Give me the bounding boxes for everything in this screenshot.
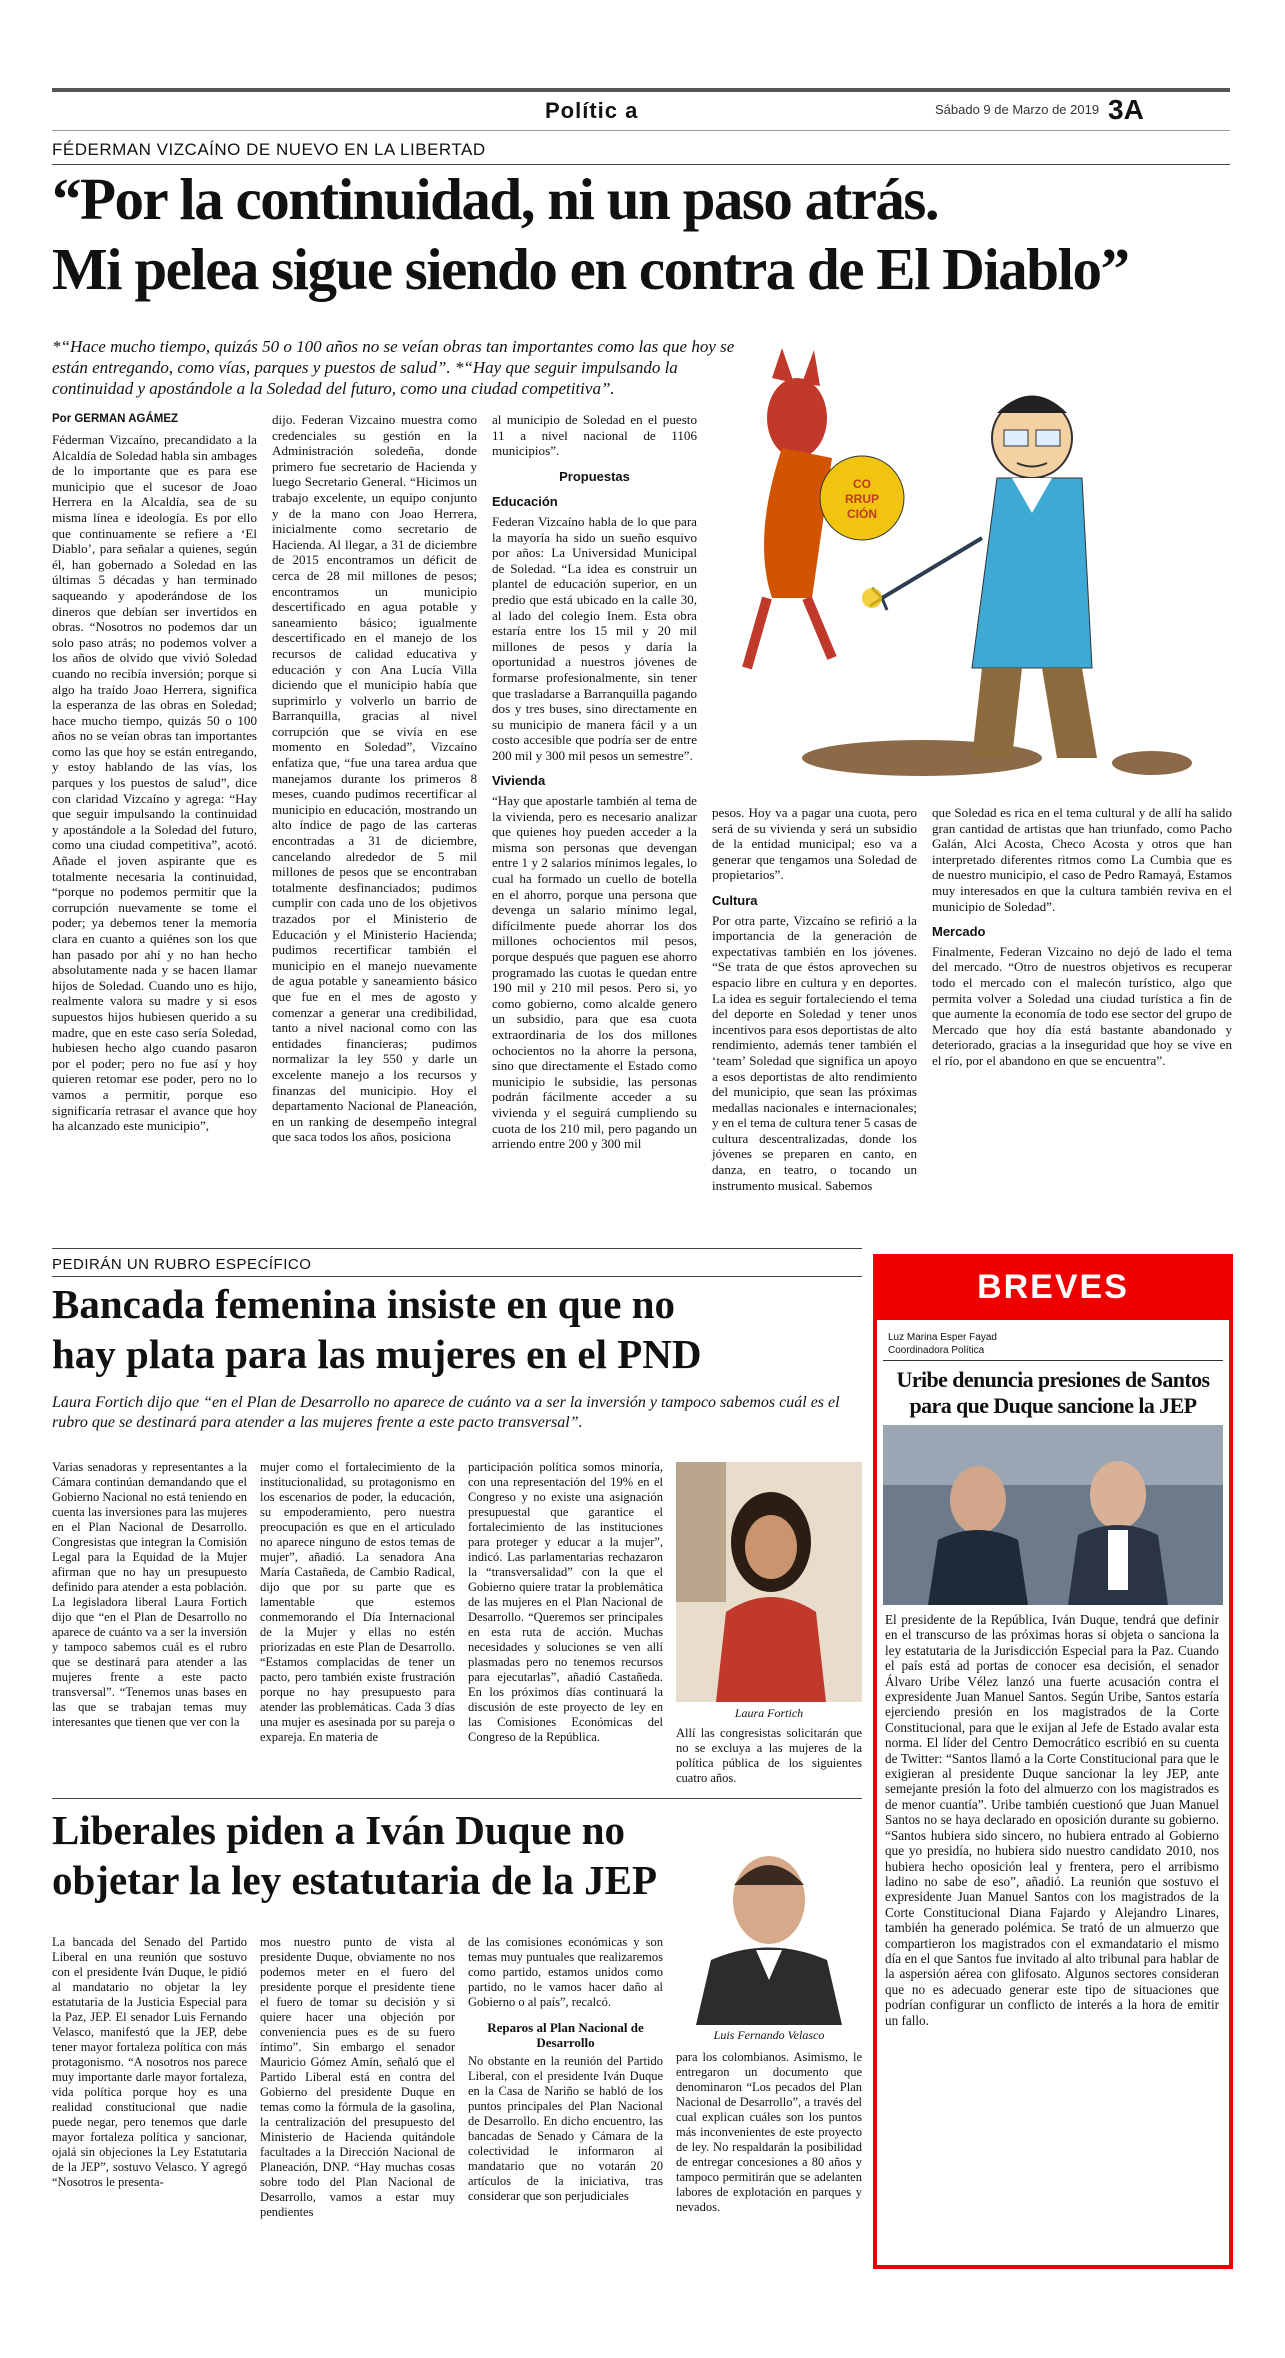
luis-fernando-velasco-photo [676, 1830, 862, 2025]
subhead-educacion: Educación [492, 494, 558, 510]
breves-title: BREVES [873, 1254, 1233, 1320]
lead-column-5: que Soledad es rica en el tema cultural y de allí ha salido gran cantidad de artistas que han triunfado, como Pacho Galán, Alci Acosta, Checo Acosta y otros que han interpretado diferentes ritmos como La Cumbia que es de nuestro municipio, el caso de Pedro Ramayá, Estamos muy interesados en que la cultura también reviva en el municipio de Soledad”. Mercado Finalmente, Federan Vizcaino no dejó de lado el tema del mercado. “Otro de nuestros objetivos es recuperar todo el mercado con el malecón turístico, algo que permita volver a Soledad una ciudad turística a fin de que aumente la economía de todo ese sector del grupo de Mercado que hoy día está bastante abandonado y deteriorado, gracias a la inseguridad que hoy se vive en el río, por el abandono en que se encuentra”. [932, 805, 1232, 1068]
velasco-caption: Luis Fernando Velasco [713, 2028, 825, 2042]
story3-column-1: La bancada del Senado del Partido Liberal en una reunión que sostuvo con el presidente Iván Duque, le pidió al mandatario no objetar la ley estatutaria de la Justicia Especial para la Paz, JEP. El senador Luis Fernando Velasco, manifestó que la JEP, debe tener mayor fortaleza política con más protagonismo. “A nosotros nos parece muy importante darle mayor fortaleza, vida política porque hoy es una realidad constitucional que nadie puede negar, pero tenemos que darle mayor fortaleza política y sancionar, ojalá sin objeciones la Ley Estatutaria de la JEP”, sostuvo Velasco. Y agregó “Nosotros le presenta- [52, 1935, 247, 2189]
story2-deck: Laura Fortich dijo que “en el Plan de Desarrollo no aparece de cuánto va a ser la inversión y tampoco sabemos cuál es el rubro que se destinará para atender a las mujeres frente a este pacto transversal”. [52, 1394, 840, 1431]
lead-column-1: Féderman Vizcaíno, precandidato a la Alcaldía de Soledad habla sin ambages de lo importante que es para ese municipio que el sucesor de Joao Herrera en la Alcaldía, sea de su misma línea e ideología. Es por ello que continuamente se refiere a ‘El Diablo’, para señalar a quienes, según él, han gobernado a Soledad en las últimas 5 décadas y han terminado saqueando y apoderándose de los dineros que debían ser invertidos en obras. “Nosotros no podemos dar un solo paso atrás; no podemos volver a los años de olvido que vivió Soledad cuando no recibía inversión; porque si algo ha traído Joao Herrera, significa la esperanza de las obras en Soledad; hace mucho tiempo, quizás 50 o 100 años no se veían obras tan importantes como las que hoy se están entregando, y estoy hablando de las vías, los parques y los puestos de salud”, dice con claridad Vizcaíno y agrega: “Hay que seguir impulsando la continuidad y apostándole a la Soledad del futuro, como una ciudad competitiva”, acotó. Añade el joven aspirante que es totalmente necesaria la continuidad, “porque no podemos permitir que la corrupción nuevamente se tome el poder; ya debemos tener la memoria clara en cuanto a quiénes son los que han pasado por ahí y no han hecho absolutamente nada y se hacen llamar hijos de Soledad. Cuando uno es hijo, realmente valora su madre y si esos supuestos hijos hubiesen querido a su madre, que en este caso sería Soledad, hubiesen hecho algo cuando pasaron por el poder; pero no fue así y hoy quieren retomar ese poder, pero no lo vamos a permitir, porque eso significaría retrasar el avance que hoy ha alcanzado este municipio”, [52, 432, 257, 1134]
masthead-rule [52, 130, 1230, 131]
story2-column-4: Allí las congresistas solicitarán que no se excluya a las mujeres de la política pública de los siguientes cuatro años. [676, 1726, 862, 1785]
lead-deck: *“Hace mucho tiempo, quizás 50 o 100 años no se veían obras tan importantes como las que hoy se están entregando, como vías, parques y puestos de salud”. *“Hay que seguir impulsando la continuidad y apostándole a la Soledad del futuro, como una ciudad competitiva”. [52, 337, 735, 398]
breves-rule [883, 1360, 1223, 1361]
subhead-mercado: Mercado [932, 924, 986, 940]
kicker-rule [52, 164, 1230, 165]
lead-column-3: al municipio de Soledad en el puesto 11 a nivel nacional de 1106 municipios”. Propuestas Educación Federan Vizcaíno habla de lo que para la mayoría ha sido un sueño esquivo por años: La Universidad Municipal de Soledad. “La idea es construir un plantel de educación superior, en un predio que está ubicado en la calle 30, al lado del colegio Inem. Esta obra estaría entre los 15 mil y 20 mil millones de pesos y daría la oportunidad a nuestros jóvenes de formarse profesionalmente, sin tener que trasladarse a Barranquilla pagando dos y tres buses, sino directamente en su municipio de manera fácil y a un costo accesible que podría ser de entre 200 mil y 300 mil pesos un semestre”. Vivienda “Hay que apostarle también al tema de la vivienda, pero es necesario analizar que quienes hoy pueden acceder a la misma son personas que devengan entre 1 y 2 salarios mínimos legales, lo cual ha formado un cuello de botella en el ahorro, porque una persona que devenga un salario mínimo legal, difícilmente puede ahorrar los dos millones ochocientos mil pesos, porque después que paguen ese ahorro programado las cuotas le quedan entre 190 mil y 210 mil pesos. Pero si, yo como gobierno, como alcalde genero un subsidio, para que esa cuota extraordinaria de los dos millones ochocientos no la ahorre la persona, sino que directamente el Estado como municipio le subsidie, las personas podrán fácilmente acceder a su vivienda y el seguirá cumpliendo su cuota de los 210 mil, pero pagando un arriendo entre 200 y 300 mil [492, 412, 697, 1152]
breves-body: El presidente de la República, Iván Duque, tendrá que definir en el transcurso de las próximas horas si objeta o sanciona la ley estatutaria de la Jurisdicción Especial para la Paz. Cuando el país está ad portas de conocer esa decisión, el senador Álvaro Uribe Vélez lanzó una fuerte acusación contra el expresidente Juan Manuel Santos. Según Uribe, Santos estaría ejerciendo presión en los magistrados de la Corte Constitucional, para que le exijan al Jefe de Estado avalar esta norma. El líder del Centro Democrático escribió en su cuenta de Twitter: “Santos llamó a la Corte Constitucional para que le exigieran al presidente Duque sancionar la ley JEP, ante semejante presión la foto del almuerzo con los magistrados es de menor cuantía”. Uribe también cuestionó que Juan Manuel Santos no se haya declarado en oposición durante su gobierno. “Santos hubiera sido sincero, no hubiera entrado al Gobierno que yo presidía, no hubiera sido nuestro candidato 2010, nos hubiera hecho oposición leal y frentera, pero el arribismo ladino no sabe de eso”, añadió. La reunión que sostuvo el expresidente Juan Manuel Santos con los magistrados de la Corte Constitucional Diana Fajardo y Alejandro Linares, también ha generado polémica. Se trató de un almuerzo que compartieron los magistrados con el exmandatario el mismo día en el que Santos fue invitado al alto tribunal para hablar de la aspersión aérea con glifosato. Algunos sectores consideran que no es adecuado generar este tipo de situaciones que podrían configurar un conflicto de interés a la hora de emitir un fallo. [885, 1612, 1219, 2028]
breves-author: Luz Marina Esper Fayad [888, 1332, 997, 1343]
story2-column-1: Varias senadoras y representantes a la Cámara continúan demandando que el Gobierno Nacional no está teniendo en cuenta las inversiones para las mujeres en el Plan Nacional de Desarrollo. Congresistas que integran la Comisión Legal para la Equidad de la Mujer afirman que no hay un presupuesto definido para atender a esta población. La legisladora liberal Laura Fortich dijo que “en el Plan de Desarrollo no aparece de cuánto va a ser la inversión y tampoco sabemos cuál es el rubro que se destinará para atender a las mujeres frente a este pacto transversal”. “Tenemos unas bases en las que se trabajan temas muy interesantes que tienen que ver con la [52, 1460, 247, 1729]
story2-headline-line-1: Bancada femenina insiste en que no [52, 1281, 676, 1327]
story3-column-2: mos nuestro punto de vista al presidente Duque, obviamente no nos podemos meter en el fuero del presidente porque el presidente tiene el fuero de tomar su decisión y si quiere hacer una objeción por conveniencia pues es de su fuero íntimo”. Sin embargo el senador Mauricio Gómez Amín, señaló que el Partido Liberal está en contra del Gobierno del presidente Duque en temas como la fórmula de la gasolina, la centralización del presupuesto del Ministerio de Hacienda quitándole facultades a la Dirección Nacional de Planeación, DNP. “Hay muchas cosas sobre todo del Plan Nacional de Desarrollo, vamos a estar muy pendientes [260, 1935, 455, 2219]
subhead-reparos: Reparos al Plan Nacional de Desarrollo [487, 2020, 644, 2050]
story2-column-3: participación política somos minoría, con una representación del 19% en el Congreso y no existe una asignación presupuestal que garantice el fortalecimiento de las instituciones para proteger y educar a la mujer”, indicó. Las parlamentarias rechazaron la “transversalidad” con la que el Gobierno quiere tratar la problemática de las mujeres en el Plan Nacional de Desarrollo. “Queremos ser principales en esta ruta de acción. Muchas necesidades y soluciones se ven allí plasmadas pero no tenemos recursos para ejecutarlas”, añadió Castañeda. En los próximos días continuará la discusión de este proyecto de ley en las Comisiones Económicas del Congreso de la República. [468, 1460, 663, 1744]
top-rule [52, 88, 1230, 92]
breves-headline-line-1: Uribe denuncia presiones de Santos [896, 1367, 1210, 1392]
lead-column-4: pesos. Hoy va a pagar una cuota, pero será de su vivienda y será un subsidio de la entidad municipal; eso va a generar que tengamos una Soledad de propietarios”. Cultura Por otra parte, Vizcaíno se refirió a la importancia de la generación de expectativas también en los jóvenes. “Se trata de que éstos aprovechen su espacio libre en cultura y en deportes. La idea es seguir fortaleciendo el tema del deporte en Soledad y tener unos incentivos para esos deportistas de alto rendimiento, además tener también el ‘team’ Soledad que significa un apoyo a esos deportistas de alto rendimiento del municipio, que sean las próximas medallas nacionales e internacionales; y en el tema de cultura tener 5 casas de cultura descentralizadas, donde los jóvenes se preparen en canto, en danza, en teatro, o tocando un instrumento musical. Sabemos [712, 805, 917, 1193]
svg-text:CIÓN: CIÓN [847, 507, 877, 521]
story3-top-rule [52, 1798, 862, 1799]
byline: Por GERMAN AGÁMEZ [52, 413, 179, 425]
lead-headline-line-2: Mi pelea sigue siendo en contra de El Diablo” [52, 236, 1129, 302]
laura-fortich-caption: Laura Fortich [734, 1706, 804, 1720]
story3-headline-line-2: objetar la ley estatutaria de la JEP [52, 1857, 658, 1903]
subhead-cultura: Cultura [712, 892, 758, 908]
subhead-vivienda: Vivienda [492, 773, 546, 789]
lead-column-2: dijo. Federan Vizcaino muestra como credenciales su gestión en la Administración soledeña, donde primero fue secretario de Hacienda y luego Secretario General. “Hicimos un trabajo excelente, un equipo conjunto y de la mano con Joao Herrera, inicialmente como secretario de Hacienda. Al llegar, a 31 de diciembre de 2015 encontramos un déficit de cerca de 28 mil millones de pesos; encontramos un municipio descertificado en agua potable y saneamiento básico; igualmente descertificado en el manejo de los recursos de calidad educativa y educación y con Ana Lucía Villa diciendo que el municipio había que suprimirlo y volverlo un barrio de Barranquilla, gracias al nivel corrupción que se vivía en ese momento en Soledad”, Vizcaíno enfatiza que, “fue una tarea ardua que manejamos durante los primeros 8 meses, cuando pudimos recertificar al municipio en educación, mostrando un alto índice de pago de las carteras encontradas a 31 de diciembre, cancelando alrededor de 5 mil millones de pesos que se encontraban totalmente desfinanciados; pudimos cumplir con cada uno de los objetivos trazados por el Ministerio de Educación y el Ministerio Hacienda; pudimos recertificar también el municipio en el manejo nuevamente de agua potable y saneamiento básico que fue en el mes de agosto y comenzar a generar una credibilidad, tanto a nivel nacional como con las entidades financieras; pudimos normalizar la ley 550 y darle un excelente manejo a los recursos y finanzas del municipio. Hoy el departamento Nacional de Planeación, en un ranking de desempeño integral que saca todos los años, posiciona [272, 412, 477, 1145]
svg-text:RRUP: RRUP [844, 492, 880, 506]
section-name: Polític a [545, 98, 639, 123]
issue-date: Sábado 9 de Marzo de 2019 [935, 102, 1100, 117]
uribe-santos-photo [883, 1425, 1223, 1605]
story2-kicker: PEDIRÁN UN RUBRO ESPECÍFICO [52, 1256, 312, 1273]
page-number: 3A [1108, 94, 1144, 125]
subhead-propuestas: Propuestas [559, 468, 630, 484]
breves-author-role: Coordinadora Política [888, 1345, 985, 1356]
story2-headline-line-2: hay plata para las mujeres en el PND [52, 1331, 702, 1377]
breves-headline-line-2: para que Duque sancione la JEP [909, 1393, 1197, 1418]
story2-column-2: mujer como el fortalecimiento de la institucionalidad, su protagonismo en los escenarios de poder, la educación, su empoderamiento, pero nuestra preocupación es que en el articulado no aparece ninguno de estos temas de mujer”, añadió. La senadora Ana María Castañeda, de Cambio Radical, dijo que por su parte que es lamentable que estemos conmemorando el Día Internacional de la Mujer y ellas no estén priorizadas en este Plan de Desarrollo. “Estamos complacidas de tener un pacto, pero también existe frustración porque no hay presupuesto para atender las problemáticas. Cada 3 días una mujer es asesinada por su pareja o expareja. En materia de [260, 1460, 455, 1744]
story2-kicker-rule [52, 1276, 862, 1277]
lead-headline-line-1: “Por la continuidad, ni un paso atrás. [52, 166, 939, 232]
lead-kicker: FÉDERMAN VIZCAÍNO DE NUEVO EN LA LIBERTAD [52, 140, 486, 159]
story3-column-3: de las comisiones económicas y son temas muy puntuales que realizaremos como partido, estamos unidos como partido, no le vamos hacer daño al Gobierno o al país”, recalcó. Reparos al Plan Nacional de Desarrollo No obstante en la reunión del Partido Liberal, con el presidente Iván Duque en la Casa de Nariño se habló de los puntos principales del Plan Nacional de Desarrollo. En dicho encuentro, las bancadas de Senado y Cámara de la colectividad le informaron al mandatario que no votarán 20 artículos de la iniciativa, tras considerar que son perjudiciales [468, 1935, 663, 2203]
laura-fortich-photo [676, 1462, 862, 1702]
caricature-illustration [712, 338, 1232, 793]
story3-headline-line-1: Liberales piden a Iván Duque no [52, 1807, 625, 1853]
story3-column-4: para los colombianos. Asimismo, le entregaron un documento que denominaron “Los pecados del Plan Nacional de Desarrollo”, a través del cual explican cuáles son los puntos más inconvenientes de este proyecto de ley. No respaldarán la posibilidad de entregar concesiones a 80 años y tampoco permitirán que se adelanten labores de explotación en parques y nevados. [676, 2050, 862, 2214]
story2-top-rule [52, 1248, 862, 1249]
svg-text:CO: CO [853, 477, 871, 491]
